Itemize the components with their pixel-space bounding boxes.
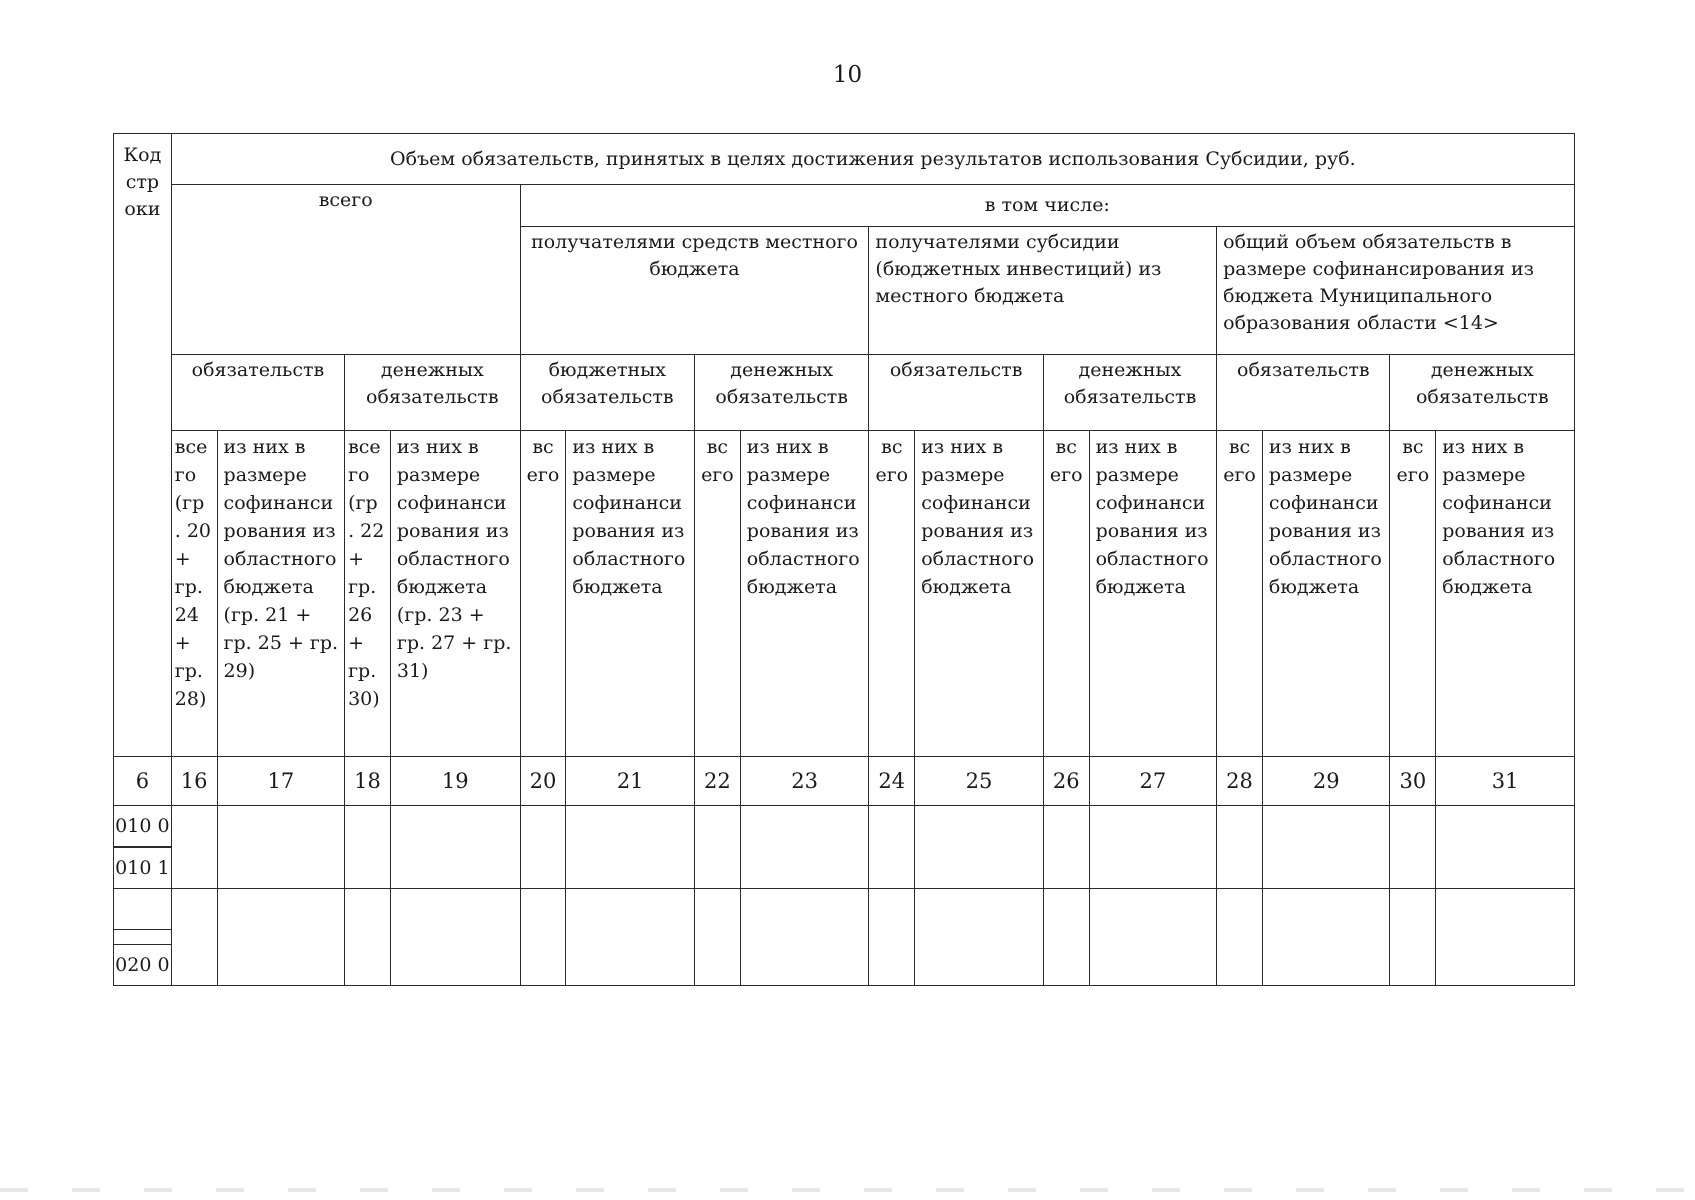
sub-obligations: обязательств — [171, 355, 344, 431]
column-number: 18 — [345, 757, 391, 806]
column-number: 24 — [869, 757, 915, 806]
data-cell[interactable] — [1043, 889, 1089, 986]
column-number: 28 — [1217, 757, 1263, 806]
total-header: всего — [171, 185, 520, 355]
col29-header: из них в размере софинанси рования из областного бюджета — [1262, 431, 1390, 757]
data-cell[interactable] — [217, 889, 345, 986]
column-number: 30 — [1390, 757, 1436, 806]
data-cell[interactable] — [1262, 889, 1390, 986]
column-number: 25 — [915, 757, 1044, 806]
col24-header: вс его — [869, 431, 915, 757]
empty-code-slot — [114, 889, 171, 930]
data-cell[interactable] — [390, 889, 520, 986]
data-cell[interactable] — [520, 806, 566, 889]
col28-header: вс его — [1217, 431, 1263, 757]
table-row — [114, 806, 1575, 889]
column-number: 17 — [217, 757, 345, 806]
sub-money-obligations: денежных обязательств — [695, 355, 869, 431]
data-cell[interactable] — [390, 806, 520, 889]
group-cofinancing: общий объем обязательств в размере софинансирования из бюджета Муниципального образования области <14> — [1217, 227, 1575, 355]
data-cell[interactable] — [915, 889, 1044, 986]
including-header: в том числе: — [520, 185, 1574, 227]
data-cell[interactable] — [217, 806, 345, 889]
row-code: 020 0 — [114, 944, 171, 985]
sub-money-obligations: денежных обязательств — [1390, 355, 1575, 431]
data-cell[interactable] — [1390, 806, 1436, 889]
col20-header: вс его — [520, 431, 566, 757]
data-cell[interactable] — [1262, 806, 1390, 889]
data-cell[interactable] — [740, 889, 869, 986]
data-cell[interactable] — [740, 806, 869, 889]
data-cell[interactable] — [869, 806, 915, 889]
col30-header: вс его — [1390, 431, 1436, 757]
data-cell[interactable] — [695, 889, 741, 986]
col22-header: вс его — [695, 431, 741, 757]
data-cell[interactable] — [1217, 806, 1263, 889]
table-row — [114, 889, 1575, 986]
data-cell[interactable] — [915, 806, 1044, 889]
data-cell[interactable] — [1089, 806, 1217, 889]
data-cell[interactable] — [1436, 806, 1575, 889]
column-number: 31 — [1436, 757, 1575, 806]
data-cell[interactable] — [1089, 889, 1217, 986]
column-number: 19 — [390, 757, 520, 806]
data-cell[interactable] — [566, 806, 695, 889]
group-local-budget: получателями средств местного бюджета — [520, 227, 869, 355]
row-code-cell — [114, 806, 172, 889]
sub-obligations: обязательств — [1217, 355, 1390, 431]
column-number: 29 — [1262, 757, 1390, 806]
column-number: 21 — [566, 757, 695, 806]
data-cell[interactable] — [520, 889, 566, 986]
scan-noise-line — [0, 1188, 1695, 1192]
col27-header: из них в размере софинанси рования из областного бюджета — [1089, 431, 1217, 757]
obligations-table — [113, 133, 1575, 986]
column-number: 27 — [1089, 757, 1217, 806]
sub-money-obligations: денежных обязательств — [345, 355, 521, 431]
main-header: Объем обязательств, принятых в целях достижения результатов использования Субсидии, руб. — [171, 134, 1574, 185]
data-cell[interactable] — [695, 806, 741, 889]
data-cell[interactable] — [1436, 889, 1575, 986]
column-number: 20 — [520, 757, 566, 806]
code-header: Код стр оки — [114, 134, 172, 757]
row-code-cell — [114, 889, 172, 986]
col18-header: все го (гр . 22 + гр. 26 + гр. 30) — [345, 431, 391, 757]
data-cell[interactable] — [566, 889, 695, 986]
sub-money-obligations: денежных обязательств — [1043, 355, 1216, 431]
data-cell[interactable] — [345, 889, 391, 986]
sub-budget-obligations: бюджетных обязательств — [520, 355, 694, 431]
data-cell[interactable] — [1390, 889, 1436, 986]
sub-obligations: обязательств — [869, 355, 1043, 431]
column-number: 22 — [695, 757, 741, 806]
col16-header: все го (гр . 20 + гр. 24 + гр. 28) — [171, 431, 217, 757]
col21-header: из них в размере софинанси рования из областного бюджета — [566, 431, 695, 757]
group-subsidy-recipients: получателями субсидии (бюджетных инвестиций) из местного бюджета — [869, 227, 1217, 355]
row-code: 010 1 — [114, 847, 171, 888]
column-number: 6 — [114, 757, 172, 806]
data-cell[interactable] — [345, 806, 391, 889]
column-number: 23 — [740, 757, 869, 806]
column-number-row — [114, 757, 1575, 806]
col19-header: из них в размере софинанси рования из областного бюджета (гр. 23 + гр. 27 + гр. 31) — [390, 431, 520, 757]
row-code: 010 0 — [114, 806, 171, 847]
col23-header: из них в размере софинанси рования из областного бюджета — [740, 431, 869, 757]
column-number: 16 — [171, 757, 217, 806]
col25-header: из них в размере софинанси рования из областного бюджета — [915, 431, 1044, 757]
column-number: 26 — [1043, 757, 1089, 806]
data-cell[interactable] — [1043, 806, 1089, 889]
data-cell[interactable] — [171, 806, 217, 889]
data-cell[interactable] — [869, 889, 915, 986]
col31-header: из них в размере софинанси рования из областного бюджета — [1436, 431, 1575, 757]
col26-header: вс его — [1043, 431, 1089, 757]
page-number: 10 — [832, 62, 863, 88]
data-cell[interactable] — [171, 889, 217, 986]
data-cell[interactable] — [1217, 889, 1263, 986]
col17-header: из них в размере софинанси рования из областного бюджета (гр. 21 + гр. 25 + гр. 29) — [217, 431, 345, 757]
